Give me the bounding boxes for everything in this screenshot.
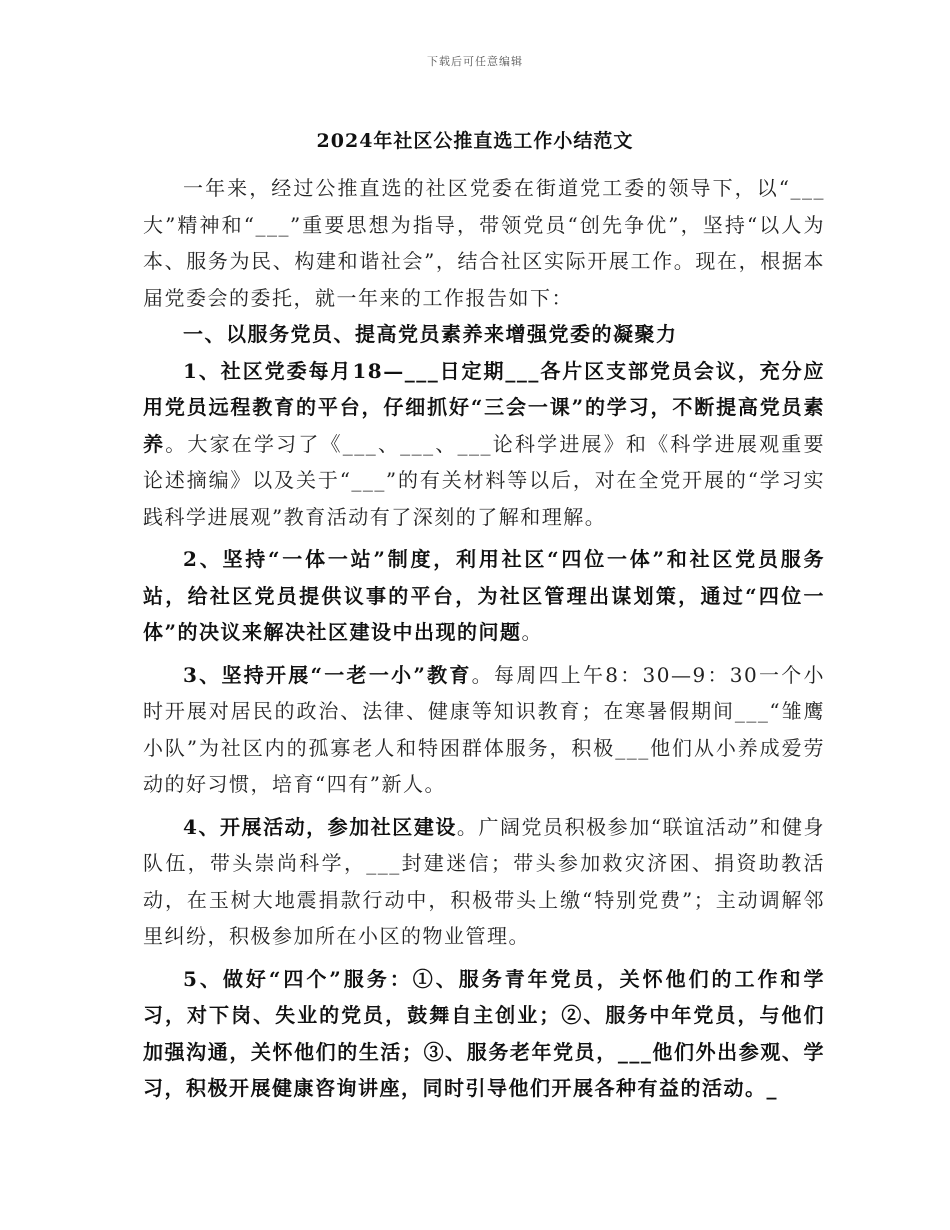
document-body [143,170,825,1107]
paragraph-2-lead: 2、坚持“一体一站”制度，利用社区“四位一体”和社区党员服务站，给社区党员提供议事的平台，为社区管理出谋划策，通过“四位一体”的决议来解决社区建设中出现的问题 [143,547,825,644]
paragraph-1-body: 。大家在学习了《___、___、___论科学进展》和《科学进展观重要论述摘编》以及关于“___”的有关材料等以后，对在全党开展的“学习实践科学进展观”教育活动有了深刻的了解和理解。 [143,431,826,529]
paragraph-1 [143,353,825,536]
paragraph-1-lead: 1、社区党委每月18—___日定期___各片区支部党员会议，充分应用党员远程教育的平台，仔细抓好“三会一课”的学习，不断提高党员素养 [143,358,825,456]
intro-paragraph: 一年来，经过公推直选的社区党委在街道党工委的领导下，以“___大”精神和“___”重要思想为指导，带领党员“创先争优”，坚持“以人为本、服务为民、构建和谐社会”，结合社区实际开展工作。现在，根据本届党委会的委托，就一年来的工作报告如下： [143,176,825,310]
paragraph-5: 5、做好“四个”服务：①、服务青年党员，关怀他们的工作和学习，对下岗、失业的党员，鼓舞自主创业；②、服务中年党员，与他们加强沟通，关怀他们的生活；③、服务老年党员，___他们外出参观、学习，积极开展健康咨询讲座，同时引导他们开展各种有益的活动。_ [143,966,825,1100]
paragraph-2 [143,541,825,651]
paragraph-3-body: 。每周四上午8：30—9：30一个小时开展对居民的政治、法律、健康等知识教育；在寒暑假期间___“雏鹰小队”为社区内的孤寡老人和特困群体服务，积极___他们从小养成爱劳动的好习惯，培育“四有”新人。 [143,662,825,796]
paragraph-3 [143,657,825,803]
section-heading-1: 一、以服务党员、提高党员素养来增强党委的凝聚力 [183,322,678,346]
paragraph-3-lead: 3、坚持开展“一老一小”教育 [183,662,472,687]
paragraph-4 [143,809,825,955]
document-title: 2024年社区公推直选工作小结范文 [316,130,634,152]
paragraph-4-body: 。广阔党员积极参加“联谊活动”和健身队伍，带头崇尚科学，___封建迷信；带头参加救灾济困、捐资助教活动，在玉树大地震捐款行动中，积极带头上缴“特别党费”；主动调解邻里纠纷，积极参加所在小区的物业管理。 [143,814,825,948]
paragraph-2-body: 。 [521,620,544,644]
paragraph-4-lead: 4、开展活动，参加社区建设 [183,814,457,839]
header-note: 下载后可任意编辑 [427,55,523,68]
